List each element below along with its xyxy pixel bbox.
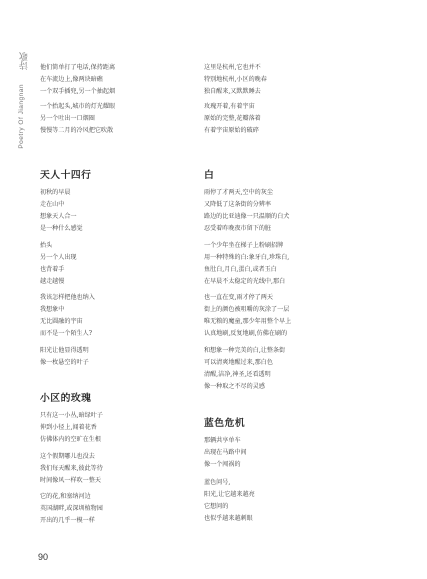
poem-line: 可以清爽地醒过来,那白色 [204,358,273,366]
poem-line: 我想象中 [40,305,65,313]
poem-line: 也似乎越来越刺眼 [204,514,253,522]
stanza [40,451,200,487]
poem-line: 那辆共享单车 [204,437,241,444]
stanza [40,101,200,137]
poem-title: 天人十四行 [40,170,92,181]
page-number: 90 [38,552,49,562]
poem-line: 像一枚悬空的叶子 [40,358,89,366]
poem-line: 独自醒来,又默默睡去 [204,87,261,95]
stanza [204,101,364,137]
stanza [40,62,200,98]
poem-line: 一个抬起头,城市的灯光耀眼 [40,103,116,110]
poem-line: 它想问的 [204,502,229,510]
poem-line: 有着宇宙原始的破碎 [204,126,259,134]
stanza [204,187,364,235]
poem-line: 又降低了这条街的分辨率 [204,200,272,208]
stanza [204,62,364,98]
poem-line: 阳光,让它越来越亮 [204,490,255,498]
stanza [40,491,200,527]
poem-line: 在早晨不太稳定的光线中,那白 [204,277,286,285]
poem-line: 这里是杭州,它也并不 [204,64,261,71]
poem-title: 小区的玫瑰 [40,393,92,404]
poem-line: 也背着手 [40,265,65,273]
poem-line: 玫瑰开着,有着宇宙 [204,103,255,110]
poem-line: 唯无粮的魔童,那少年用整个早上 [204,317,292,325]
poem-line: 像一种取之不尽的灵感 [204,382,265,390]
stanza [204,345,364,393]
stanza [40,345,200,369]
poem-line: 想象天人合一 [40,212,77,220]
poem-line: 街上的颜色被咀嚼的灰涂了一层 [204,305,290,313]
poem-line: 用一种特殊的白:象牙白,珍珠白, [204,253,290,261]
stanza [40,292,200,340]
poem-line: 它的花,和塞纳河边 [40,493,91,500]
poem-line: 一个双手插兜,另一个抽起烟 [40,87,116,95]
stanza [40,187,200,235]
poem-line: 和想象一种完美的白,让整条街 [204,347,286,354]
stanza [40,410,200,446]
poem-line: 抬头 [40,242,53,249]
poem-line: 这个假期哪儿也没去 [40,453,95,460]
poem-line: 原始的完整,花瓣落着 [204,114,261,122]
stanza [204,292,364,340]
poem-line: 清醒,洁净,神圣,还看透明 [204,370,271,378]
poem-line: 而不是一个陌生人? [40,329,93,337]
poem-title: 白 [204,170,215,181]
poem-line: 走在山中 [40,200,65,208]
poem-line: 越走越慢 [40,277,65,285]
poem-line: 像一个闯祸的 [204,460,241,468]
journal-logo [18,52,31,70]
poem-line: 在车流边上,像两块暗礁 [40,75,103,83]
poem-line: 我该怎样把他也纳入 [40,294,95,301]
poem-line: 我们每天醒来,彼此等待 [40,464,103,472]
poem-line: 路边的比亚迪像一只温顺的白犬 [204,212,290,220]
poem-line: 开出的几乎一模一样 [40,516,95,524]
poem-line: 伸到小径上,闻着花香 [40,423,97,431]
poem-line: 蓝色问号, [204,479,231,486]
poem-line: 特别地杭州,小区的晚春 [204,75,267,83]
poem-line: 英国湖畔,或深圳植物园 [40,504,103,512]
poem-line: 认真地刷,反复地刷,仿佛在刷的 [204,329,288,337]
journal-section-label: Poetry Of Jiangnan [18,84,25,149]
poem-line: 出现在马路中间 [204,448,247,456]
stanza [204,477,364,525]
poem-line: 另一个人出现 [40,253,77,261]
journal-logo-text: 诗歌 [20,52,30,70]
poem-line: 时间像风一样吹一整天 [40,476,101,484]
poem-line: 初秋的早晨 [40,189,71,196]
poem-line: 仿佛体内的空旷在生根 [40,435,101,443]
poem-line: 慢慢等二月的冷风把它吹散 [40,126,114,134]
poem-line: 鱼肚白,月白,蛋白,或者玉白 [204,265,277,273]
poem-line: 忍受着昨晚夜市留下的脏 [204,224,272,232]
stanza [204,240,364,288]
poem-line: 无比圆融的宇宙 [40,317,83,325]
poem-line: 另一个吐出一口烟圈 [40,114,95,122]
poem-line: 他们简单打了电话,保持距离 [40,64,116,71]
stanza [40,240,200,288]
stanza [204,435,364,471]
poem-line: 是一种什么感觉 [40,224,83,232]
poem-line: 一个少年坐在梯子上粉刷招牌 [204,242,284,249]
poem-line: 也一直在变,雨才停了两天 [204,294,273,301]
poem-line: 只有这一小丛,暗绿叶子 [40,412,103,419]
poem-line: 雨停了才两天,空中的灰尘 [204,189,273,196]
poem-title: 蓝色危机 [204,418,246,429]
poem-line: 阳光让他显得透明 [40,347,89,354]
